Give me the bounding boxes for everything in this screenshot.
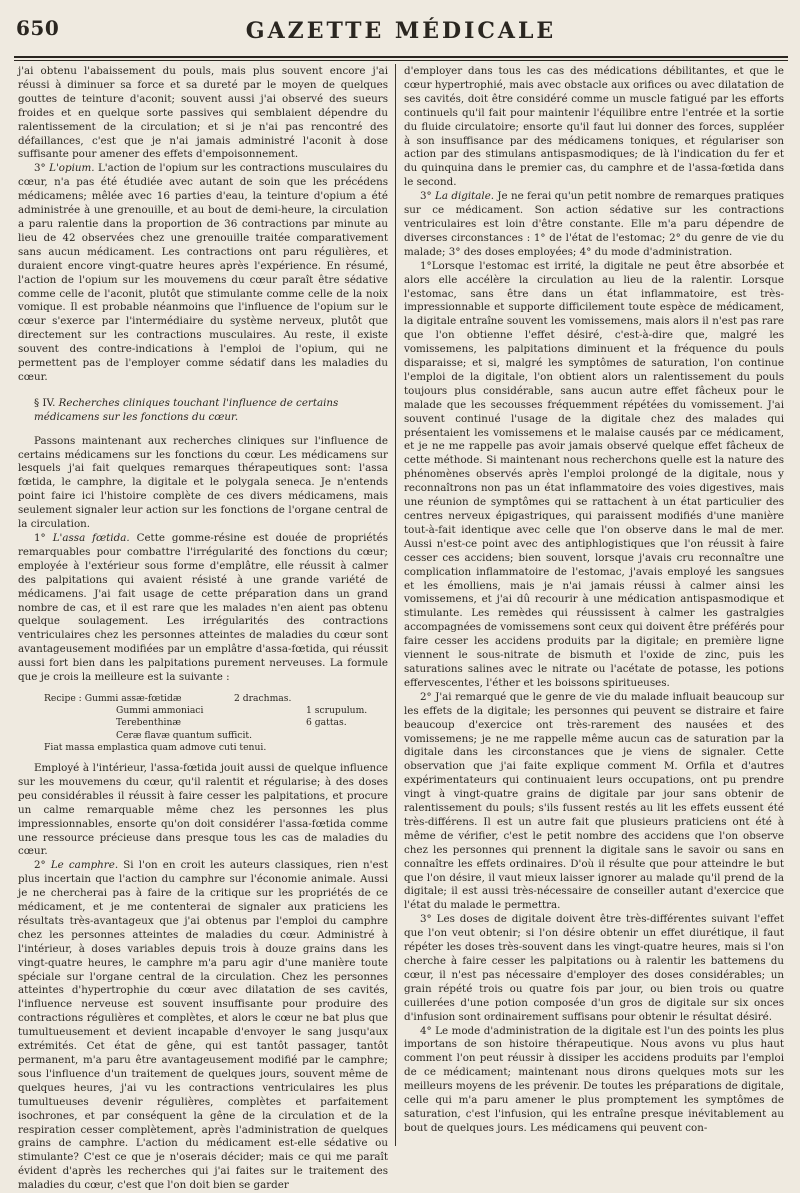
recipe-dose: 6 gattas.	[306, 717, 347, 729]
assa-number: 1°	[34, 532, 53, 544]
recipe-ingredient: Terebenthinæ	[116, 717, 182, 729]
paragraph-mode-administration: 4° Le mode d'administration de la digitale est l'un des points les plus importans de son histoire thérapeutique. Nous avons vu plus haut comment l'on peut réussir à dissiper les accidens produits par l'emploi de ce médicament; maintenant nous dirons quelques mots sur les meilleurs moyens de les prévenir. De toutes les préparations de digitale, celle qui m'a paru amener le plus promptement les symptômes de saturation, c'est l'infusion, qui les entraîne presque inévitablement au bout de quelques jours. Les médicamens qui peuvent con-	[404, 1024, 784, 1134]
opium-text: L'action de l'opium sur les contractions musculaires du cœur, n'a pas été étudiée avec autant de soin que les précédens médicamens; mêlée avec 16 parties d'eau, la teinture d'opium a été administrée à une grenouille, et au bout de demi-heure, la circulation a paru ralentie dans la proportion de 36 contractions par minute au lieu de 42 observées chez une grenouille traitée comparativement sans aucun médicament. Les contractions ont paru régulières, et duraient encore vingt-quatre heures après l'expérience. En résumé, l'action de l'opium sur les mouvemens du cœur paraît être sédative comme celle de l'aconit, plutôt que stimulante comme celle de la noix vomique. Il est probable néanmoins que l'influence de l'opium sur le cœur s'exerce par l'intermédiaire du système nerveux, plutôt que directement sur les contractions musculaires. Au reste, il existe souvent des contre-indications à l'emploi de l'opium, qui ne permettent pas de l'employer comme sédatif dans les maladies du cœur.	[18, 162, 388, 383]
recipe-line	[44, 693, 388, 705]
recipe-formula	[44, 693, 388, 754]
paragraph-opium	[18, 162, 388, 385]
digitale-text: Je ne ferai qu'un petit nombre de remarques pratiques sur ce médicament. Son action sédative sur les contractions ventriculaires est loin d'être constante. Elle m'a paru dépendre de diverses circonstances : 1° de l'état de l'estomac; 2° du genre de vie du malade; 3° des doses employées; 4° du mode d'administration.	[404, 190, 784, 258]
right-column	[404, 65, 784, 1145]
paragraph-aconit-continuation: j'ai obtenu l'abaissement du pouls, mais plus souvent encore j'ai réussi à diminuer sa force et sa dureté par le moyen de quelques gouttes de teinture d'aconit; souvent aussi j'ai observé des sueurs froides et en quelque sorte passives qui semblaient dépendre du ralentissement de la circulation; et si je n'ai pas rencontré des défaillances, c'est que je n'ai jamais administré l'aconit à dose suffisante pour amener des effets d'empoisonnement.	[18, 65, 388, 161]
paragraph-camphre-continuation: d'employer dans tous les cas des médications débilitantes, et que le cœur hypertrophié, mais avec obstacle aux orifices ou avec dilatation de ses cavités, doit être considéré comme un muscle fatigué par les efforts continuels qu'il fait pour maintenir l'équilibre entre l'entrée et la sortie du fluide circulatoire; ensorte qu'il faut lui donner des forces, suppléer à son insuffisance par des médicamens toniques, et régulariser son action par des stimulans antispasmodiques; de là l'indication du fer et du quinquina dans le premier cas, du camphre et de l'assa-fœtida dans le second.	[404, 65, 784, 189]
recipe-dose: 2 drachmas.	[234, 692, 292, 704]
paragraph-doses: 3° Les doses de digitale doivent être très-différentes suivant l'effet que l'on veut obtenir; si l'on désire obtenir un effet diurétique, il faut répéter les doses très-souvent dans les vingt-quatre heures, mais si l'on cherche à faire cesser les palpitations ou à ralentir les battemens du cœur, il n'est pas nécessaire d'employer des doses considérables; un grain répété trois ou quatre fois par jour, ou bien trois ou quatre cuillerées d'une potion composée d'un gros de digitale sur six onces d'infusion sont ordinairement suffisans pour obtenir le résultat désiré.	[404, 913, 784, 1023]
recipe-instruction: Fiat massa emplastica quam admove cuti tenui.	[44, 741, 267, 753]
paragraph-employe: Employé à l'intérieur, l'assa-fœtida jouit aussi de quelque influence sur les mouvemens du cœur, qu'il ralentit et régularise; à des doses peu considérables il réussit à faire cesser les palpitations, et procure un calme remarquable même chez les personnes les plus impressionnables, ensorte qu'on doit considérer l'assa-fœtida comme une ressource précieuse dans presque tous les cas de maladies du cœur.	[18, 761, 388, 858]
camphre-text: Si l'on en croit les auteurs classiques, rien n'est plus incertain que l'action du camphre sur l'économie animale. Aussi je ne chercherai pas à faire de la critique sur les propriétés de ce médicament, et je me contenterai de signaler aux praticiens les résultats très-avantageux que j'ai obtenus par l'emploi du camphre chez les personnes atteintes de maladies du cœur. Administré à l'intérieur, à doses variables depuis trois à douze grains dans les vingt-quatre heures, le camphre m'a paru agir d'une manière toute spéciale sur l'organe central de la circulation. Chez les personnes atteintes d'hypertrophie du cœur avec dilatation de ses cavités, l'influence nerveuse est souvent insuffisante pour produire des contractions régulières et complètes, et alors le cœur ne bat plus que tumultueusement et devient incapable d'envoyer le sang jusqu'aux extrémités. Cet état de gêne, qui est tantôt passager, tantôt permanent, m'a paru être avantageusement modifié par le camphre; sous l'influence d'un traitement de quelques jours, souvent même de quelques heures, j'ai vu les contractions ventriculaires les plus tumultueuses devenir régulières, complètes et parfaitement isochrones, et par conséquent la gêne de la circulation et de la respiration cesser complètement, après l'administration de quelques grains de camphre. L'action du médicament est-elle sédative ou stimulante? C'est ce que je n'oserais décider; mais ce qui me paraît évident d'après les recherches qui j'ai faites sur le traitement des maladies du cœur, c'est que l'on doit bien se garder	[18, 859, 388, 1192]
recipe-line	[44, 717, 388, 729]
paragraph-estomac: 1°Lorsque l'estomac est irrité, la digitale ne peut être absorbée et alors elle accélère la circulation au lieu de la ralentir. Lorsque l'estomac, sans être dans un état inflammatoire, est très-impressionnable et supporte difficilement toute espèce de médicament, la digitale entraîne souvent les vomissemens, mais alors il n'est pas rare que l'on obtienne l'effet désiré, c'est-à-dire que, malgré les vomissemens, les palpitations diminuent et la fréquence du pouls disparaisse; et si, malgré les symptômes de saturation, l'on continue l'emploi de la digitale, l'on obtient alors un ralentissement du pouls toujours plus considérable, sans aucun autre effet fâcheux pour le malade que les secousses fréquemment répétées du vomissement. J'ai souvent continué l'usage de la digitale chez des malades qui présentaient les vomissemens et le malaise causés par ce médicament, et je ne me rappelle pas avoir jamais observé quelque effet fâcheux de cette méthode. Si maintenant nous recherchons quelle est la nature des phénomènes observés après l'emploi prolongé de la digitale, nous y reconnaîtrons non pas un état inflammatoire des voies digestives, mais une réunion de symptômes qui se rattachent à un état particulier des centres nerveux épigastriques, qui paraissent modifiés d'une manière tout-à-fait identique avec celle que l'on observe dans le mal de mer. Aussi n'est-ce point avec des antiphlogistiques que l'on réussit à faire cesser ces accidens; bien souvent, lorsque j'avais cru reconnaître une complication inflammatoire de l'estomac, j'avais employé les sangsues et les émolliens, mais je n'ai jamais réussi à calmer ainsi les vomissemens, et j'ai dû recourir à une médication antispasmodique et stimulante. Les remèdes qui réussissent à calmer les gastralgies accompagnées de vomissemens sont ceux qui doivent être préférés pour faire cesser les accidens produits par la digitale; en première ligne viennent le sous-nitrate de bismuth et l'oxide de zinc, puis les saturations salines avec le nitrate ou l'acétate de potasse, les potions effervescentes, l'éther et les boissons spiritueuses.	[404, 259, 784, 689]
recipe-ingredient: Recipe : Gummi assæ-fœtidæ	[44, 692, 182, 704]
header-rule-thin	[14, 60, 788, 61]
recipe-dose: 1 scrupulum.	[306, 705, 368, 717]
recipe-ingredient: Gummi ammoniaci	[116, 705, 204, 717]
opium-heading: L'opium.	[49, 162, 95, 175]
left-column	[18, 65, 388, 1192]
section-title: Recherches cliniques touchant l'influence de certains médicamens sur les fonctions du cœur.	[34, 396, 339, 423]
digitale-number: 3°	[420, 190, 436, 203]
paragraph-digitale	[404, 190, 784, 260]
paragraph-passons: Passons maintenant aux recherches cliniques sur l'influence de certains médicamens sur les fonctions du cœur. Les médicamens sur lesquels j'ai fait quelques remarques thérapeutiques sont: l'assa fœtida, le camphre, la digitale et le polygala seneca. Je n'entends point faire ici l'histoire complète de ces divers médicamens, mais seulement signaler leur action sur les fonctions de l'organe central de la circulation.	[18, 434, 388, 531]
assa-heading: L'assa fœtida.	[52, 532, 130, 544]
page-number: 650	[16, 16, 60, 40]
section-heading	[18, 397, 388, 425]
journal-title: GAZETTE MÉDICALE	[245, 18, 557, 44]
recipe-line: Ceræ flavæ quantum sufficit.	[116, 729, 252, 741]
camphre-heading: Le camphre.	[50, 859, 119, 872]
header-rule	[14, 56, 788, 58]
assa-text: Cette gomme-résine est douée de propriétés remarquables pour combattre l'irrégularité des fonctions du cœur; employée à l'extérieur sous forme d'emplâtre, elle réussit à calmer des palpitations qui avaient résisté à une grande variété de médicamens. J'ai fait usage de cette préparation dans un grand nombre de cas, et il est rare que les malades n'en aient pas obtenu quelque soulagement. Les irrégularités des contractions ventriculaires chez les personnes atteintes de maladies du cœur sont avantageusement modifiées par un emplâtre d'assa-fœtida, qui réussit aussi fort bien dans les palpitations purement nerveuses. La formule que je crois la meilleure est la suivante :	[18, 532, 388, 684]
paragraph-genre-de-vie: 2° J'ai remarqué que le genre de vie du malade influait beaucoup sur les effets de la digitale; les personnes qui peuvent se distraire et faire beaucoup d'exercice ont très-rarement des nausées et des vomissemens; je ne me rappelle même aucun cas de saturation par la digitale dans les circonstances que je viens de signaler. Cette observation que j'ai faite explique comment M. Orfila et d'autres expérimentateurs qui continuaient leurs occupations, ont pu prendre vingt à vingt-quatre grains de digitale par jour sans obtenir de ralentissement du pouls; s'ils fussent restés au lit les effets eussent été très-différens. Il est un autre fait que plusieurs praticiens ont été à même de vérifier, c'est le petit nombre des accidens que l'on observe chez les personnes qui prennent la digitale sans le savoir ou sans en connaître les effets ordinaires. D'où il résulte que pour atteindre le but que l'on désire, il vaut mieux laisser ignorer au malade qu'il prend de la digitale; il est aussi très-nécessaire de conseiller autant d'exercice que l'état du malade le permettra.	[404, 690, 784, 912]
paragraph-camphre	[18, 859, 388, 1193]
column-divider	[395, 64, 396, 1146]
recipe-line	[44, 705, 388, 717]
digitale-heading: La digitale.	[435, 190, 495, 203]
paragraph-assa-foetida	[18, 532, 388, 685]
opium-number: 3°	[34, 162, 50, 175]
camphre-number: 2°	[34, 859, 51, 872]
section-number: § IV.	[34, 396, 56, 409]
page-header	[16, 14, 786, 54]
